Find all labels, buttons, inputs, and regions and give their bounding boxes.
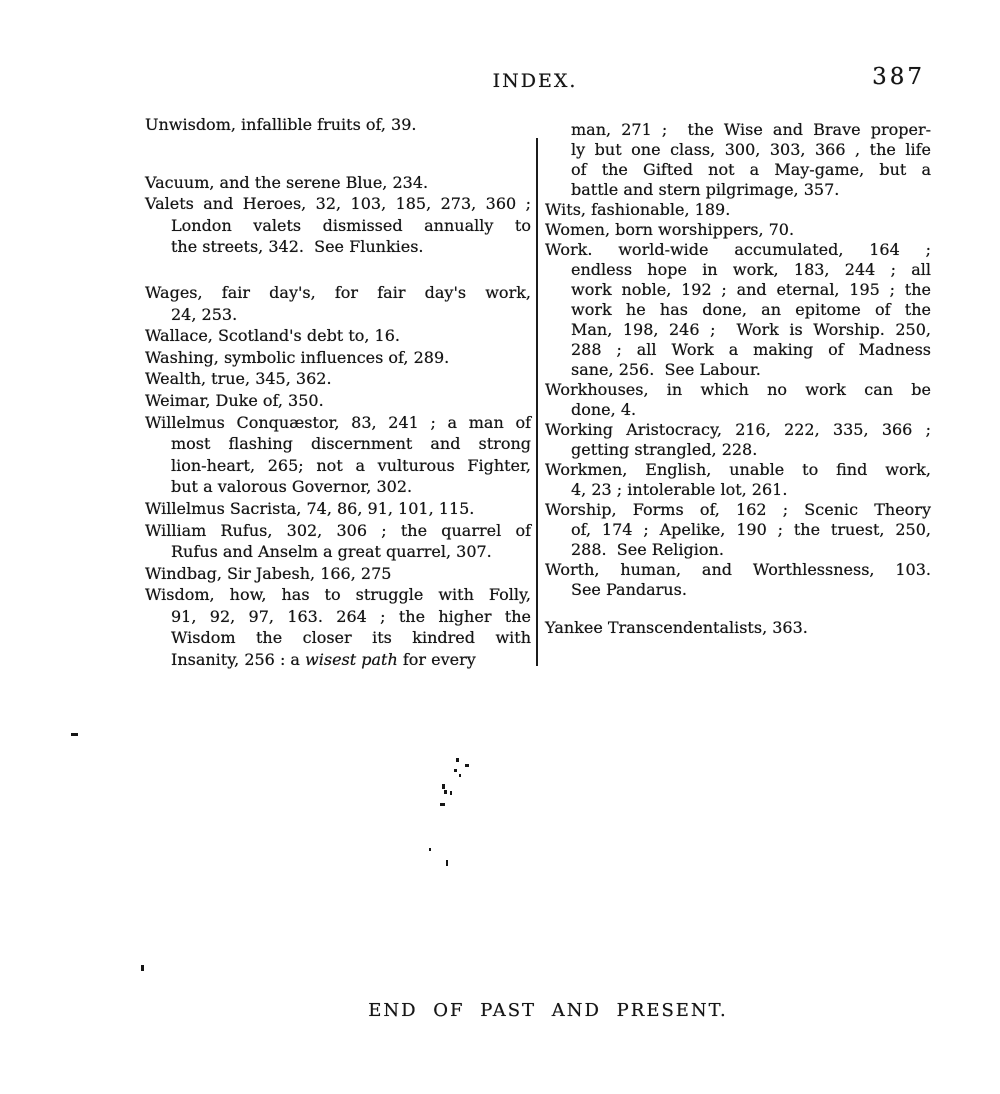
scan-speck bbox=[446, 860, 448, 866]
column-divider-rule bbox=[536, 138, 538, 666]
index-entry bbox=[145, 368, 531, 390]
index-entry bbox=[145, 282, 531, 325]
page-header bbox=[145, 66, 925, 100]
index-entry-line: Workmen, English, unable to find work, bbox=[545, 460, 931, 479]
index-entry bbox=[545, 420, 931, 460]
index-entry-line: Yankee Transcendentalists, 363. bbox=[545, 618, 808, 637]
index-entry-line: Man, 198, 246 ; Work is Worship. 250, bbox=[571, 320, 931, 339]
index-entry-line: 288 ; all Work a making of Madness bbox=[571, 340, 931, 359]
index-entry-line: 4, 23 ; intolerable lot, 261. bbox=[571, 480, 788, 499]
index-entry bbox=[145, 390, 531, 412]
italic-phrase: wisest path bbox=[305, 650, 398, 670]
index-entry bbox=[145, 584, 531, 670]
index-entry bbox=[145, 347, 531, 369]
index-entry-line: Wealth, true, 345, 362. bbox=[145, 369, 332, 389]
index-entry-line: Windbag, Sir Jabesh, 166, 275 bbox=[145, 563, 392, 583]
index-entry-line: but a valorous Governor, 302. bbox=[171, 477, 413, 497]
index-entry bbox=[145, 325, 531, 347]
index-entry-line: Willelmus Sacrista, 74, 86, 91, 101, 115. bbox=[145, 498, 475, 518]
index-entry-line: Wallace, Scotland's debt to, 16. bbox=[145, 326, 400, 346]
index-entry bbox=[545, 120, 931, 200]
index-column-right bbox=[545, 120, 931, 638]
book-end-note: END OF PAST AND PRESENT. bbox=[368, 1000, 728, 1021]
index-entry-line: Rufus and Anselm a great quarrel, 307. bbox=[171, 542, 492, 562]
page-number: 387 bbox=[872, 64, 925, 90]
index-entry bbox=[145, 172, 531, 194]
index-entry bbox=[145, 563, 531, 585]
index-entry-line: the streets, 342. See Flunkies. bbox=[171, 237, 424, 257]
index-entry bbox=[545, 380, 931, 420]
index-entry bbox=[145, 520, 531, 563]
index-entry-line: 91, 92, 97, 163. 264 ; the higher the bbox=[171, 606, 531, 626]
index-entry bbox=[145, 193, 531, 258]
index-entry-line: work he has done, an epitome of the bbox=[571, 300, 931, 319]
index-entry-line: 288. See Religion. bbox=[571, 540, 724, 559]
index-entry-line: William Rufus, 302, 306 ; the quarrel of bbox=[145, 520, 531, 540]
scan-speck bbox=[71, 733, 78, 736]
scan-speck bbox=[450, 791, 452, 795]
index-entry-line: sane, 256. See Labour. bbox=[571, 360, 761, 379]
scan-speck bbox=[456, 758, 459, 762]
index-entry-line: endless hope in work, 183, 244 ; all bbox=[571, 260, 931, 279]
index-entry-line: Working Aristocracy, 216, 222, 335, 366 ; bbox=[545, 420, 931, 439]
index-entry-line: Wisdom, how, has to struggle with Folly, bbox=[145, 585, 531, 605]
index-entry-line: most flashing discernment and strong bbox=[171, 434, 531, 454]
index-entry-line: Weimar, Duke of, 350. bbox=[145, 390, 324, 410]
index-entry-line: London valets dismissed annually to bbox=[171, 215, 531, 235]
index-entry-line: Vacuum, and the serene Blue, 234. bbox=[145, 172, 429, 192]
index-entry-line: Worth, human, and Worthlessness, 103. bbox=[545, 560, 931, 579]
index-entry bbox=[545, 220, 931, 240]
index-entry-line: ly but one class, 300, 303, 366 , the life bbox=[571, 140, 931, 159]
index-column-left bbox=[145, 114, 531, 671]
index-entry bbox=[545, 240, 931, 380]
index-entry-line: 24, 253. bbox=[171, 304, 238, 324]
index-entry bbox=[145, 114, 531, 136]
index-entry bbox=[545, 200, 931, 220]
index-entry bbox=[545, 460, 931, 500]
index-entry-line: of, 174 ; Apelike, 190 ; the truest, 250, bbox=[571, 520, 931, 539]
index-entry-line: Women, born worshippers, 70. bbox=[545, 220, 795, 239]
index-entry-line: Wages, fair day's, for fair day's work, bbox=[145, 282, 531, 302]
scan-speck bbox=[141, 965, 144, 971]
index-entry bbox=[145, 412, 531, 498]
scan-speck bbox=[444, 790, 447, 794]
index-entry-line: Washing, symbolic influences of, 289. bbox=[145, 347, 450, 367]
scan-speck bbox=[465, 764, 469, 767]
index-entry-line: Work. world-wide accumulated, 164 ; bbox=[545, 240, 931, 259]
index-entry-line: Wisdom the closer its kindred with bbox=[171, 628, 531, 648]
index-entry-line: Insanity, 256 : a wisest path for every bbox=[171, 650, 476, 670]
index-entry-line: Wits, fashionable, 189. bbox=[545, 200, 731, 219]
scan-speck bbox=[440, 803, 445, 806]
index-entry-line: Willelmus Conquæstor, 83, 241 ; a man of bbox=[145, 412, 531, 432]
index-entry-line: Workhouses, in which no work can be bbox=[545, 380, 931, 399]
scan-speck bbox=[429, 848, 431, 851]
index-entry bbox=[545, 618, 931, 638]
index-entry-line: done, 4. bbox=[571, 400, 637, 419]
index-entry bbox=[545, 560, 931, 600]
index-entry-line: of the Gifted not a May-game, but a bbox=[571, 160, 931, 179]
index-entry-line: Unwisdom, infallible fruits of, 39. bbox=[145, 115, 417, 134]
index-entry-line: See Pandarus. bbox=[571, 580, 687, 599]
index-entry bbox=[145, 498, 531, 520]
scan-speck bbox=[454, 769, 457, 772]
index-entry-line: work noble, 192 ; and eternal, 195 ; the bbox=[571, 280, 931, 299]
scan-speck bbox=[442, 784, 445, 789]
index-entry-line: getting strangled, 228. bbox=[571, 440, 758, 459]
index-entry-line: battle and stern pilgrimage, 357. bbox=[571, 180, 840, 199]
index-entry-line: Valets and Heroes, 32, 103, 185, 273, 360 ; bbox=[145, 194, 531, 214]
index-entry-line: Worship, Forms of, 162 ; Scenic Theory bbox=[545, 500, 931, 519]
page-title: INDEX. bbox=[492, 70, 578, 92]
index-entry-line: man, 271 ; the Wise and Brave proper- bbox=[571, 120, 931, 139]
index-entry-line: lion-heart, 265; not a vulturous Fighter, bbox=[171, 455, 531, 475]
index-entry bbox=[545, 500, 931, 560]
scan-speck bbox=[459, 774, 461, 777]
